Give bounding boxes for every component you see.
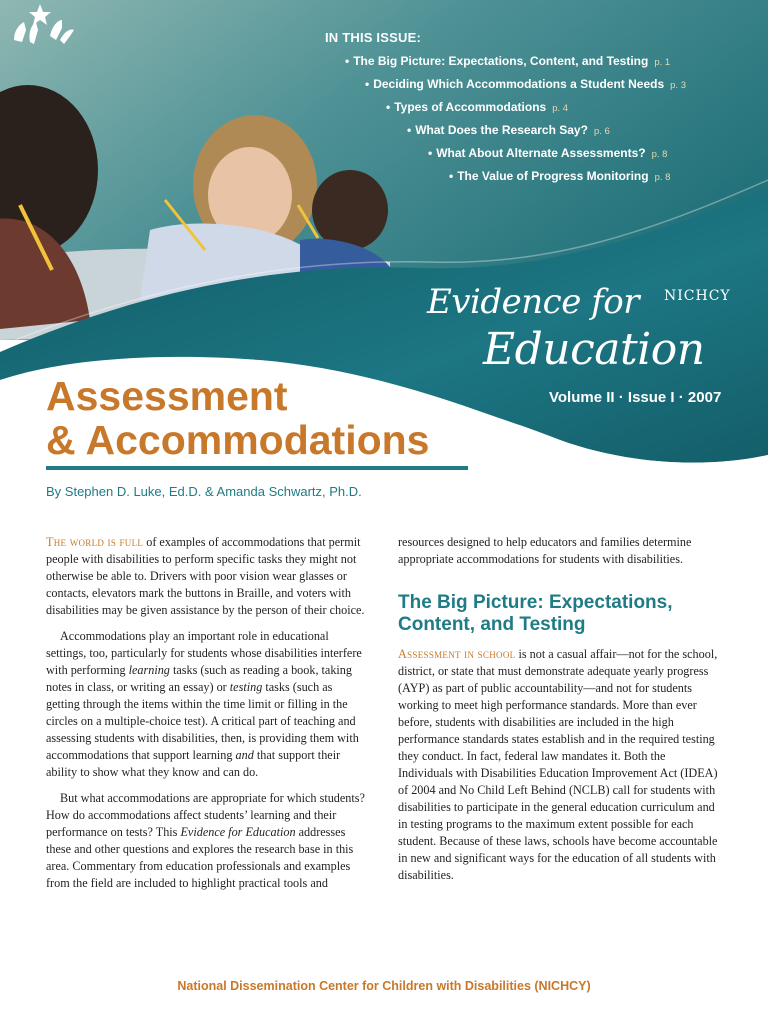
paragraph: The world is full of examples of accommodations that permit people with disabilities to perform specific tasks they might not otherwise be able to. Drivers with poor vision wear glasses or contacts, elevators mark the buttons in Braille, and voters with disabilities may be given assistance by the person of their choice. [46,535,365,617]
toc-item-page: p. 4 [552,103,569,114]
toc-item-label: Deciding Which Accommodations a Student Needs [373,77,665,91]
toc-item[interactable]: • Deciding Which Accommodations a Student Needs p. 3 [365,77,686,91]
toc-item[interactable]: • The Value of Progress Monitoring p. 8 [449,169,671,183]
section-heading: The Big Picture: Expectations, Content, and Testing [398,592,673,635]
toc-item-label: The Big Picture: Expectations, Content, and Testing [353,54,649,68]
article-title [46,374,429,462]
toc-item[interactable]: • What Does the Research Say? p. 6 [407,123,610,137]
title-line1: Assessment [46,373,288,419]
lead-in: Assessment in school [398,647,516,661]
toc-heading: IN THIS ISSUE: [325,30,421,45]
left-column [46,534,366,892]
title-line2: & Accommodations [46,417,430,463]
masthead-line1: Evidence for [427,282,639,322]
right-column [398,534,723,884]
logo-text: NICHCY [664,288,731,304]
title-divider [46,466,468,470]
paragraph: Accommodations play an important role in educational settings, too, particularly for students whose disabilities interfere with performing learning tasks (such as reading a book, taking notes in class, or writing an essay) or testing tasks (such as getting through the items within the time limit or filling in the circles on a multiple-choice test). A critical part of teaching and assessing students with disabilities, then, is providing them with accommodations that support learning and that support their ability to show what they know and can do. [46,629,362,779]
paragraph: Assessment in school is not a casual affair—not for the school, district, or state that must demonstrate adequate yearly progress (AYP) as part of public accountability—and not for students working to meet high performance standards. More than ever before, students with disabilities are included in the high performance standards states establish and in the required testing they conduct. In fact, federal law mandates it. Both the Individuals with Disabilities Education Improvement Act (IDEA) of 2004 and No Child Left Behind (NCLB) call for students with disabilities to participate in the general education curriculum and in testing programs to the maximum extent possible for each student. Because of these laws, schools have become accountable in new and significant ways for the education of all students with disabilities. [398,647,718,882]
toc-item-page: p. 1 [654,57,671,68]
toc-item-page: p. 3 [670,80,686,91]
masthead-line2: Education [483,324,705,375]
paragraph: resources designed to help educators and families determine appropriate accommodations for students with disabilities. [398,535,692,566]
toc-item[interactable]: • Types of Accommodations p. 4 [386,100,569,114]
footer-organization: National Dissemination Center for Children with Disabilities (NICHCY) [177,979,591,993]
nichcy-logo-icon [0,0,80,64]
toc-item-page: p. 8 [654,172,671,183]
toc-item[interactable]: • The Big Picture: Expectations, Content, and Testing p. 1 [345,54,671,68]
toc-item-label: What About Alternate Assessments? [436,146,646,160]
paragraph: But what accommodations are appropriate for which students? How do accommodations affect students’ learning and their performance on tests? This Evidence for Education addresses these and other questions and explores the research base in this area. Commentary from education professionals and examples from the field are included to highlight practical tools and [46,791,365,890]
toc-item[interactable]: • What About Alternate Assessments? p. 8 [428,146,668,160]
volume-issue: Volume II · Issue I · 2007 [549,389,722,406]
toc-item-label: What Does the Research Say? [415,123,588,137]
toc-item-page: p. 6 [593,126,610,137]
toc-item-page: p. 8 [651,149,668,160]
lead-in: The world is full [46,535,144,549]
toc-item-label: The Value of Progress Monitoring [457,169,649,183]
toc-item-label: Types of Accommodations [394,100,547,114]
byline: By Stephen D. Luke, Ed.D. & Amanda Schwartz, Ph.D. [46,484,362,499]
